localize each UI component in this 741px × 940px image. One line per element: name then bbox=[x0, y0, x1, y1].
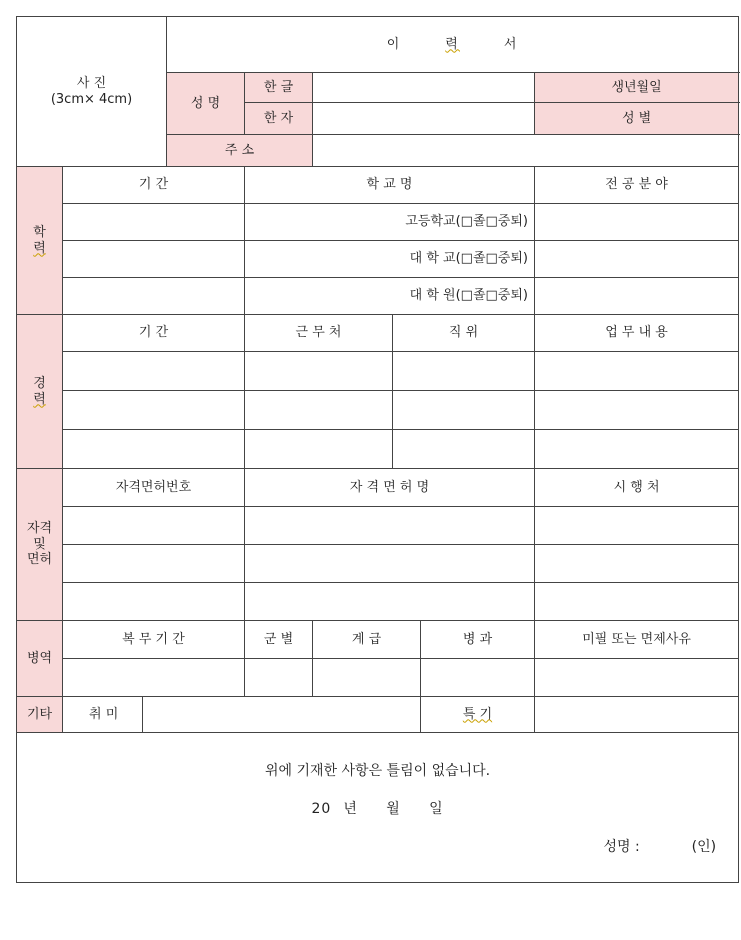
hanja-label: 한 자 bbox=[245, 103, 313, 135]
military-rank-field[interactable] bbox=[313, 659, 421, 697]
military-header-rank: 계 급 bbox=[313, 621, 421, 659]
military-header-branch: 군 별 bbox=[245, 621, 313, 659]
career-position-field[interactable] bbox=[393, 391, 535, 430]
license-header-issuer: 시 행 처 bbox=[535, 469, 739, 507]
etc-section-label: 기타 bbox=[17, 697, 63, 733]
education-school-graduate[interactable]: 대 학 원(□졸□중퇴) bbox=[245, 278, 535, 315]
date-month-unit: 월 bbox=[386, 801, 401, 817]
special-skill-label: 특 기 bbox=[421, 697, 535, 733]
career-company-field[interactable] bbox=[245, 352, 393, 391]
career-header-period: 기 간 bbox=[63, 315, 245, 352]
title-char-3: 서 bbox=[503, 36, 519, 52]
education-major-field[interactable] bbox=[535, 204, 739, 241]
photo-label: 사 진 bbox=[76, 75, 107, 91]
license-header-name: 자 격 면 허 명 bbox=[245, 469, 535, 507]
education-major-field[interactable] bbox=[535, 241, 739, 278]
license-issuer-field[interactable] bbox=[535, 583, 739, 621]
military-header-specialty: 병 과 bbox=[421, 621, 535, 659]
career-company-field[interactable] bbox=[245, 430, 393, 469]
career-period-field[interactable] bbox=[63, 391, 245, 430]
signature-line bbox=[603, 839, 716, 856]
signature-label: 성명 : bbox=[603, 839, 640, 855]
document-title bbox=[167, 17, 739, 73]
special-skill-field[interactable] bbox=[535, 697, 739, 733]
address-field[interactable] bbox=[313, 135, 739, 167]
license-number-field[interactable] bbox=[63, 507, 245, 545]
title-char-1: 이 bbox=[386, 36, 402, 52]
date-year[interactable]: 20 bbox=[311, 801, 332, 817]
military-header-exemption: 미필 또는 면제사유 bbox=[535, 621, 739, 659]
education-period-field[interactable] bbox=[63, 278, 245, 315]
name-hangul-field[interactable] bbox=[313, 73, 535, 103]
military-branch-field[interactable] bbox=[245, 659, 313, 697]
career-header-duties: 업 무 내 용 bbox=[535, 315, 739, 352]
declaration-statement: 위에 기재한 사항은 틀림이 없습니다. bbox=[265, 763, 491, 779]
military-header-period: 복 무 기 간 bbox=[63, 621, 245, 659]
title-char-2: 력 bbox=[445, 36, 460, 52]
date-year-unit: 년 bbox=[343, 801, 358, 817]
date-day-unit: 일 bbox=[429, 801, 444, 817]
hangul-label: 한 글 bbox=[245, 73, 313, 103]
career-position-field[interactable] bbox=[393, 430, 535, 469]
military-section-label: 병역 bbox=[17, 621, 63, 697]
career-period-field[interactable] bbox=[63, 430, 245, 469]
education-header-period: 기 간 bbox=[63, 167, 245, 204]
career-header-position: 직 위 bbox=[393, 315, 535, 352]
license-number-field[interactable] bbox=[63, 583, 245, 621]
education-section-label: 학 력 bbox=[17, 167, 63, 315]
career-duties-field[interactable] bbox=[535, 430, 739, 469]
career-duties-field[interactable] bbox=[535, 352, 739, 391]
education-major-field[interactable] bbox=[535, 278, 739, 315]
education-school-highschool[interactable]: 고등학교(□졸□중퇴) bbox=[245, 204, 535, 241]
license-number-field[interactable] bbox=[63, 545, 245, 583]
career-company-field[interactable] bbox=[245, 391, 393, 430]
military-specialty-field[interactable] bbox=[421, 659, 535, 697]
career-period-field[interactable] bbox=[63, 352, 245, 391]
license-name-field[interactable] bbox=[245, 507, 535, 545]
declaration-box bbox=[17, 733, 739, 883]
license-name-field[interactable] bbox=[245, 583, 535, 621]
career-section-label: 경 력 bbox=[17, 315, 63, 469]
license-issuer-field[interactable] bbox=[535, 545, 739, 583]
career-duties-field[interactable] bbox=[535, 391, 739, 430]
photo-box[interactable] bbox=[17, 17, 167, 167]
declaration-date bbox=[17, 801, 738, 818]
birthdate-label: 생년월일 bbox=[535, 73, 739, 103]
resume-table bbox=[16, 16, 739, 883]
address-label: 주 소 bbox=[167, 135, 313, 167]
education-school-university[interactable]: 대 학 교(□졸□중퇴) bbox=[245, 241, 535, 278]
military-exemption-field[interactable] bbox=[535, 659, 739, 697]
career-header-company: 근 무 처 bbox=[245, 315, 393, 352]
education-period-field[interactable] bbox=[63, 204, 245, 241]
name-label: 성 명 bbox=[167, 73, 245, 135]
name-hanja-field[interactable] bbox=[313, 103, 535, 135]
photo-size-label: (3cm× 4cm) bbox=[50, 91, 133, 107]
license-name-field[interactable] bbox=[245, 545, 535, 583]
seal-label: (인) bbox=[691, 839, 717, 855]
education-header-school: 학 교 명 bbox=[245, 167, 535, 204]
career-position-field[interactable] bbox=[393, 352, 535, 391]
education-period-field[interactable] bbox=[63, 241, 245, 278]
hobby-label: 취 미 bbox=[63, 697, 143, 733]
license-section-label: 자격 및 면허 bbox=[17, 469, 63, 621]
military-period-field[interactable] bbox=[63, 659, 245, 697]
hobby-field[interactable] bbox=[143, 697, 421, 733]
education-header-major: 전 공 분 야 bbox=[535, 167, 739, 204]
license-issuer-field[interactable] bbox=[535, 507, 739, 545]
gender-label: 성 별 bbox=[535, 103, 739, 135]
license-header-number: 자격면허번호 bbox=[63, 469, 245, 507]
